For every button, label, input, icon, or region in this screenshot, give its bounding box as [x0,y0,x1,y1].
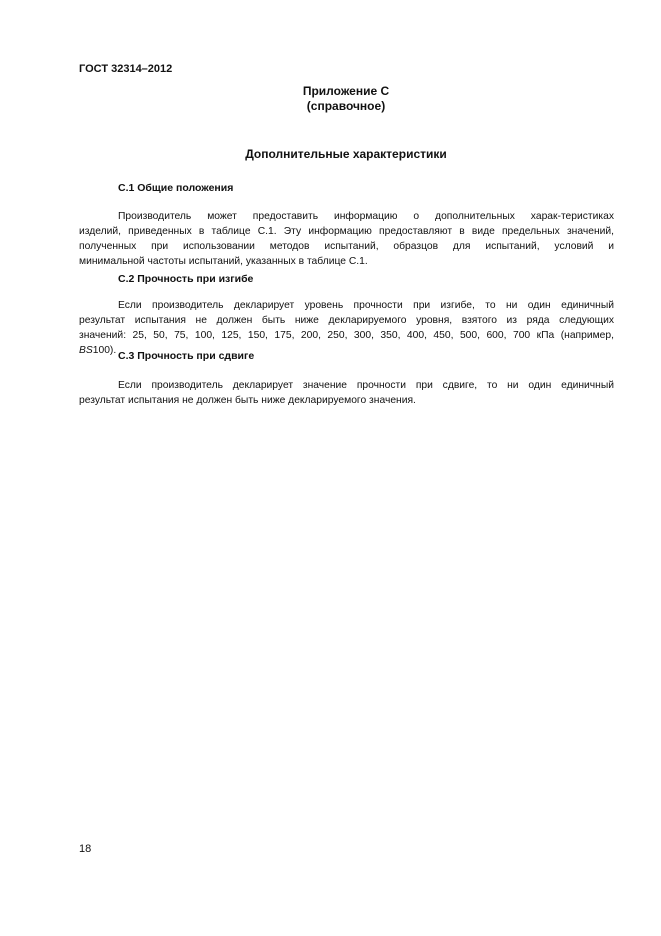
appendix-title: Приложение С [302,84,390,98]
text-line: полученных при использовании методов испытаний, образцов для испытаний, условий и [79,241,614,252]
page-number: 18 [79,843,92,855]
paragraph-c1 [79,209,614,269]
text-line: Производитель может предоставить информацию о дополнительных харак-теристиках [118,211,614,222]
text-fragment: 100). [92,345,117,356]
paragraph-c2 [79,298,614,358]
heading-c3: С.3 Прочность при сдвиге [118,350,255,362]
document-header: ГОСТ 32314–2012 [79,63,173,75]
text-line: минимальной частоты испытаний, указанных в таблице С.1. [79,256,368,267]
appendix-subtitle: (справочное) [306,99,386,113]
heading-c2: С.2 Прочность при изгибе [118,273,254,285]
text-line: Если производитель декларирует уровень прочности при изгибе, то ни один единичный [118,300,614,311]
text-line: значений: 25, 50, 75, 100, 125, 150, 175, 200, 250, 300, 350, 400, 450, 500, 600, 700 кПа (например, [79,330,614,341]
section-title: Дополнительные характеристики [245,147,447,161]
standard-code: BS [79,345,93,356]
text-line: изделий, приведенных в таблице С.1. Эту информацию предоставляют в виде предельных значений, [79,226,614,237]
text-line: результат испытания не должен быть ниже декларируемого значения. [79,395,416,406]
heading-c1: С.1 Общие положения [118,182,234,194]
text-line: результат испытания не должен быть ниже декларируемого уровня, взятого из ряда следующих [79,315,614,326]
text-line: Если производитель декларирует значение прочности при сдвиге, то ни один единичный [118,380,614,391]
paragraph-c3 [79,378,614,408]
